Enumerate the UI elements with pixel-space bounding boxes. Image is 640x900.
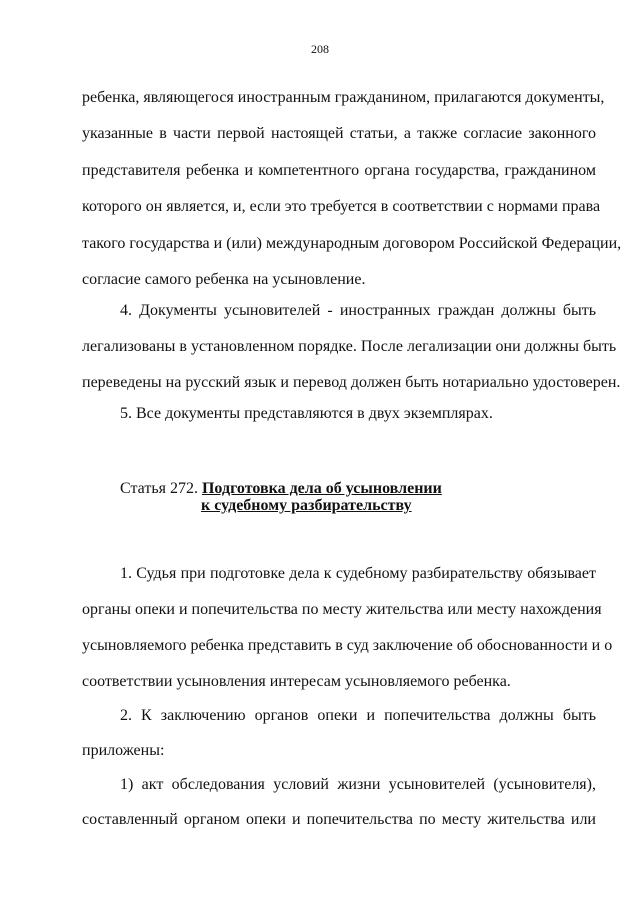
paragraph-line: ребенка, являющегося иностранным гражданином, прилагаются документы, — [82, 89, 605, 106]
paragraph-line: 1) акт обследования условий жизни усыновителей (усыновителя), — [120, 776, 596, 793]
article-title-line-1: Подготовка дела об усыновлении — [201, 480, 442, 497]
paragraph-line: 5. Все документы представляются в двух экземплярах. — [120, 405, 493, 422]
page-number: 208 — [311, 42, 329, 56]
paragraph-line: 1. Судья при подготовке дела к судебному разбирательству обязывает — [120, 565, 596, 582]
paragraph-line: 2. К заключению органов опеки и попечительства должны быть — [120, 707, 596, 724]
paragraph-line: органы опеки и попечительства по месту жительства или месту нахождения — [82, 601, 602, 618]
paragraph-line: приложены: — [82, 742, 165, 759]
paragraph-line: которого он является, и, если это требуется в соответствии с нормами права — [82, 198, 601, 215]
paragraph-line: усыновляемого ребенка представить в суд заключение об обоснованности и о — [82, 637, 613, 654]
paragraph-line: легализованы в установленном порядке. После легализации они должны быть — [82, 338, 617, 355]
paragraph-line: такого государства и (или) международным договором Российской Федерации, — [82, 235, 622, 252]
article-title-line-2: к судебному разбирательству — [201, 497, 412, 514]
paragraph-line: переведены на русский язык и перевод должен быть нотариально удостоверен. — [82, 374, 621, 391]
paragraph-line: представителя ребенка и компетентного органа государства, гражданином — [82, 162, 596, 179]
paragraph-line: соответствии усыновления интересам усыновляемого ребенка. — [82, 673, 511, 690]
paragraph-line: составленный органом опеки и попечительства по месту жительства или — [82, 811, 596, 828]
paragraph-line: согласие самого ребенка на усыновление. — [82, 271, 366, 288]
paragraph-line: 4. Документы усыновителей - иностранных граждан должны быть — [120, 302, 596, 319]
article-number: Статья 272. — [120, 480, 198, 497]
paragraph-line: указанные в части первой настоящей статьи, а также согласие законного — [82, 125, 596, 142]
